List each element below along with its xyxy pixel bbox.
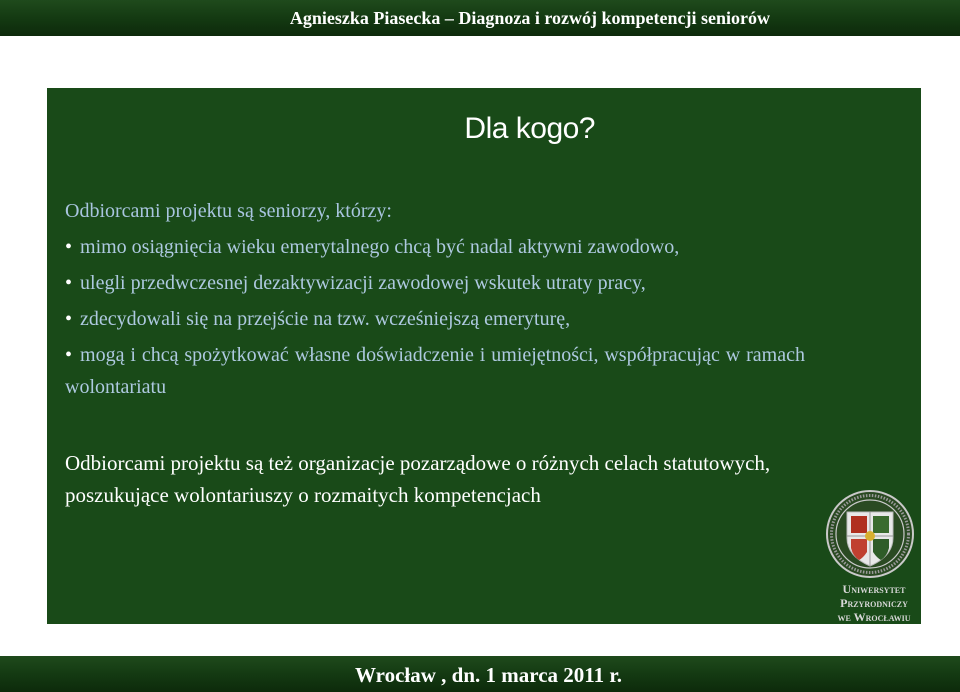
bullet-icon: • <box>65 308 73 330</box>
closing-text: Odbiorcami projektu są też organizacje pozarządowe o różnych celach statutowych, poszukujące wolontariuszy o rozmaitych kompetencjach <box>65 451 771 507</box>
university-name-line: we Wrocławiu <box>837 610 911 624</box>
bullet-icon: • <box>65 236 73 258</box>
bullet-icon: • <box>65 344 73 366</box>
content-panel <box>47 88 921 624</box>
university-name-line: Uniwersytet <box>842 582 906 596</box>
university-name <box>831 582 917 624</box>
bullet-item <box>65 303 805 335</box>
bullet-text: mimo osiągnięcia wieku emerytalnego chcą być nadal aktywni zawodowo, <box>80 236 680 258</box>
bullet-text: zdecydowali się na przejście na tzw. wcześniejszą emeryturę, <box>80 308 571 330</box>
bullet-text: ulegli przedwczesnej dezaktywizacji zawodowej wskutek utraty pracy, <box>80 272 646 294</box>
header-title: Agnieszka Piasecka – Diagnoza i rozwój kompetencji seniorów <box>289 8 770 28</box>
slide-content <box>65 195 805 511</box>
bullet-item <box>65 267 805 299</box>
bullet-item <box>65 231 805 263</box>
bullet-icon: • <box>65 272 73 294</box>
intro-text: Odbiorcami projektu są seniorzy, którzy: <box>65 200 392 222</box>
bullet-text: mogą i chcą spożytkować własne doświadczenie i umiejętności, współpracując w ramach wolontariatu <box>65 344 805 398</box>
bullet-item <box>65 339 805 403</box>
footer-bar <box>0 656 960 692</box>
university-name-line: Przyrodniczy <box>840 596 908 610</box>
footer-date: Wrocław , dn. 1 marca 2011 r. <box>355 663 622 687</box>
slide-title: Dla kogo? <box>464 112 595 145</box>
university-seal-icon <box>825 486 915 582</box>
bullet-list <box>65 231 805 403</box>
header-bar <box>0 0 960 36</box>
